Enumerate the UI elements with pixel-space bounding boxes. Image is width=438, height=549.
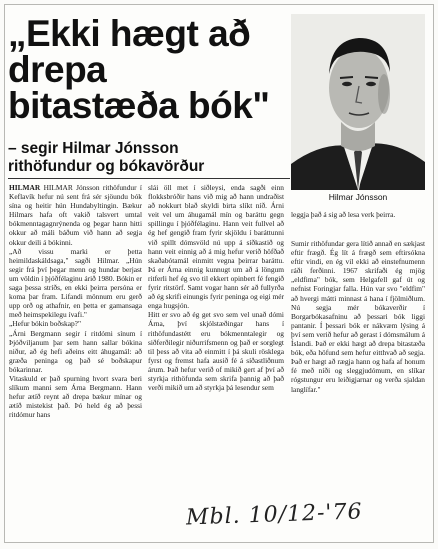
photo-caption: Hilmar Jónsson — [328, 192, 388, 202]
subtitle-line: rithöfundur og bókavörður — [8, 158, 205, 175]
paragraph: slái öll met í siðleysi, enda sagði einn flokksbróðir hans við mig að hann undraðist að nokkurt blað skyldi birta slíkt níð. Árni veit vel um áhugamál mín og baráttu gegn spillingu í þjóðfélaginu. Hann veit fullvel að ég hef gengið fram fyrir skjöldu í baráttunni við spillt dómsvöld nú upp á síðkastið og hann veit einnig að á mig hefur verið höfðað skaðabótamál einmitt vegna þeirrar baráttu. Þá er Árna einnig kunnugt um að á löngum ritferli hef ég svo til ekkert opinbert fé fengið fyrir ritstörf. Samt vogar hann sér að fullyrða að ég skrifi einungis fyrir peninga og eigi mér enga hugsjón. — [148, 183, 284, 311]
handwritten-date-note: Mbl. 10/12-'76 — [185, 499, 363, 531]
paragraph: „Árni Bergmann segir í ritdómi sínum í Þjóðviljanum þar sem hann sallar bókina niður, að ég hefi aðeins eitt áhugamál: að græða peninga og það sé boðskapur bókarinnar. — [9, 328, 142, 374]
subtitle-line: – segir Hilmar Jónsson — [8, 140, 179, 157]
paragraph-text: HILMAR Jónsson rithöfundur í Keflavík hefur nú sent frá sér sjöundu bók sína og heitir hún Hundabyltingin. Bækur Hilmars hafa oft vakið talsvert umtal bókmenntagagnrýnenda og þegar hann hitti okkur að máli báðum við hann að segja okkur deili á bókinni. — [9, 183, 142, 247]
paragraph: Hitt er svo að ég get svo sem vel unað dómi Árna, því skjólstæðingar hans í rithöfundastétt eru bókmenntalegir og siðferðilegir niðurrifsmenn og það er sorglegt til þess að vita að einmitt í þá skuli rösklega fyrst og fremst hafa ausið fé á síðastliðnum árum. Það hefur verið of mikið gert af því að styrkja rithöfunda sem skrifa þannig að það verði mikið um að styrkja þá lesendur sem — [148, 310, 284, 393]
subtitle — [8, 140, 293, 176]
portrait-illustration — [291, 14, 425, 190]
article-column-1 — [9, 183, 142, 419]
headline — [8, 13, 288, 126]
paragraph: Vitaskuld er það spurning hvort svara beri slíkum manni sem Árna Bergmann. Hann hefur ætíð reynt að drepa bækur mínar og ætíð mistekist það. Þó held ég að þessi ritdómur hans — [9, 373, 142, 420]
headline-line: drepa — [8, 49, 107, 90]
paragraph: HILMAR HILMAR Jónsson rithöfundur í Keflavík hefur nú sent frá sér sjöundu bók sína og heitir hún Hundabyltingin. Bækur Hilmars hafa oft vakið talsvert umtal bókmenntagagnrýnenda og þegar hann hitti okkur að máli báðum við hann að segja okkur deili á bókinni. — [9, 183, 142, 247]
paragraph: leggja það á sig að lesa verk þeirra. — [291, 210, 396, 219]
article-column-4 — [291, 239, 425, 394]
portrait-photo — [291, 14, 425, 190]
article-column-3 — [291, 210, 425, 219]
paragraph: Sumir rithöfundar gera lítið annað en sækjast eftir frægð. Ég lít á frægð sem eftirsókna eftir vindi, en ég vil ekki að einstefnumenn ráði ferðinni. 1967 skrifaði ég mjög „eldfima" bók, sem Helgafell gaf út og nefnist Foringjar falla. Hún var svo "eldfim" að hvergi mátti minnast á hana í fjölmiðlum. Nú segja mér bókaverðir í Borgarbókasafninu að þessari bók liggi pantanir. Í þessari bók er nákvæm lýsing á því sem verið hefur að gerast í dómsmálum á Íslandi. Það er ekki hægt að drepa bitastæða bók, eða höfund sem hefur eitthvað að segja. Það er hægt að rægja hann og hafa af honum fé með níði og sleggjudómum, en slíkar rógstungur eru leiðigjarnar og verða sjaldan langlífar." — [291, 239, 425, 394]
headline-line: „Ekki hægt að — [8, 13, 251, 54]
paragraph: „Að vissu marki er þetta heimildaskáldsaga," sagði Hilmar. „Hún segir frá því þegar menn og hundar berjast um völdin í þjóðfélaginu árið 1980. Bókin er saga þessa stríðs, en ekki þeirra persóna er koma þar fram. Lifandi mönnum eru gerð upp orð og athafnir, en þetta er gamansaga með heimspekilegu ívafi." — [9, 246, 142, 320]
headline-line: bitastæða bók" — [8, 85, 270, 126]
paragraph: „Hefur bókin boðskap?" — [9, 319, 81, 329]
article-column-2 — [148, 183, 284, 392]
divider — [8, 178, 290, 179]
